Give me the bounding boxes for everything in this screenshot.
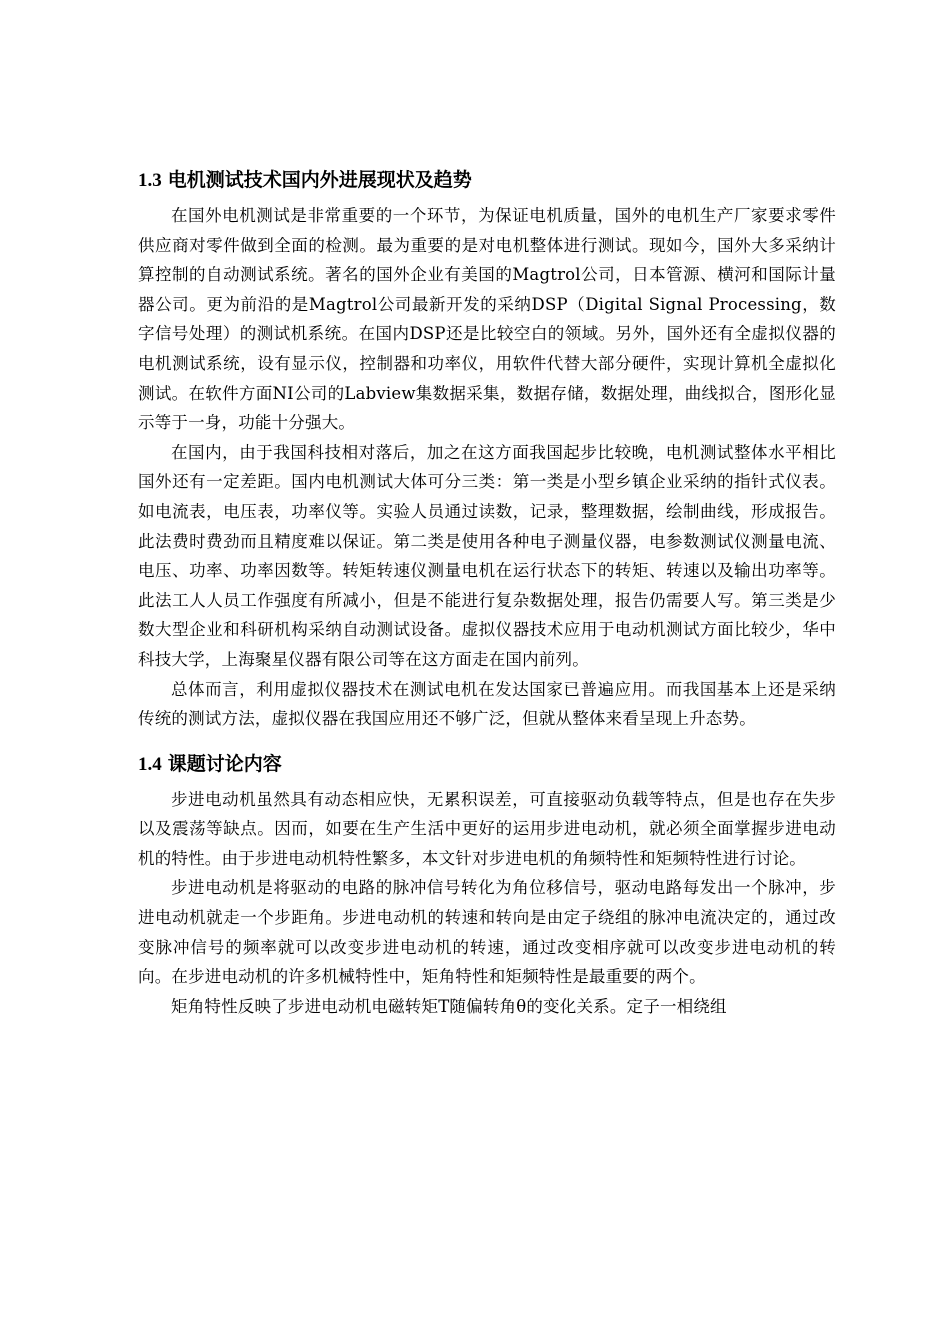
paragraph: 在国外电机测试是非常重要的一个环节，为保证电机质量，国外的电机生产厂家要求零件供应商对零件做到全面的检测。最为重要的是对电机整体进行测试。现如今，国外大多采纳计算控制的自动测试系统。著名的国外企业有美国的Magtrol公司，日本管源、横河和国际计量器公司。更为前沿的是Magtrol公司最新开发的采纳DSP（Digital Signal Processing，数字信号处理）的测试机系统。在国内DSP还是比较空白的领域。另外，国外还有全虚拟仪器的电机测试系统，设有显示仪，控制器和功率仪，用软件代替大部分硬件，实现计算机全虚拟化测试。在软件方面NI公司的Labview集数据采集，数据存储，数据处理，曲线拟合，图形化显示等于一身，功能十分强大。 (138, 206, 836, 433)
section-title-text: 课题讨论内容 (167, 752, 282, 775)
paragraph: 总体而言，利用虚拟仪器技术在测试电机在发达国家已普遍应用。而我国基本上还是采纳传统的测试方法，虚拟仪器在我国应用还不够广泛，但就从整体来看呈现上升态势。 (138, 679, 836, 729)
paragraph: 矩角特性反映了步进电动机电磁转矩T随偏转角θ的变化关系。定子一相绕组 (171, 996, 727, 1016)
paragraph: 步进电动机是将驱动的电路的脉冲信号转化为角位移信号，驱动电路每发出一个脉冲，步进电动机就走一个步距角。步进电动机的转速和转向是由定子绕组的脉冲电流决定的，通过改变脉冲信号的频率就可以改变步进电动机的转速，通过改变相序就可以改变步进电动机的转向。在步进电动机的许多机械特性中，矩角特性和矩频特性是最重要的两个。 (138, 878, 836, 987)
page-content (138, 160, 836, 1021)
section-heading-1-4 (138, 744, 836, 785)
paragraph: 在国内，由于我国科技相对落后，加之在这方面我国起步比较晚，电机测试整体水平相比国外还有一定差距。国内电机测试大体可分三类：第一类是小型乡镇企业采纳的指针式仪表。如电流表，电压表，功率仪等。实验人员通过读数，记录，整理数据，绘制曲线，形成报告。此法费时费劲而且精度难以保证。第二类是使用各种电子测量仪器，电参数测试仪测量电流、电压、功率、功率因数等。转矩转速仪测量电机在运行状态下的转矩、转速以及输出功率等。此法工人人员工作强度有所减小，但是不能进行复杂数据处理，报告仍需要人写。第三类是少数大型企业和科研机构采纳自动测试设备。虚拟仪器技术应用于电动机测试方面比较少，华中科技大学，上海聚星仪器有限公司等在这方面走在国内前列。 (138, 442, 836, 669)
section-heading-1-3 (138, 160, 836, 201)
section-number: 1.3 (138, 170, 162, 191)
paragraph: 步进电动机虽然具有动态相应快，无累积误差，可直接驱动负载等特点，但是也存在失步以及震荡等缺点。因而，如要在生产生活中更好的运用步进电动机，就必须全面掌握步进电动机的特性。由于步进电动机特性繁多，本文针对步进电机的角频特性和矩频特性进行讨论。 (138, 789, 836, 868)
section-number: 1.4 (138, 753, 162, 775)
section-title-text: 电机测试技术国内外进展现状及趋势 (167, 169, 472, 191)
